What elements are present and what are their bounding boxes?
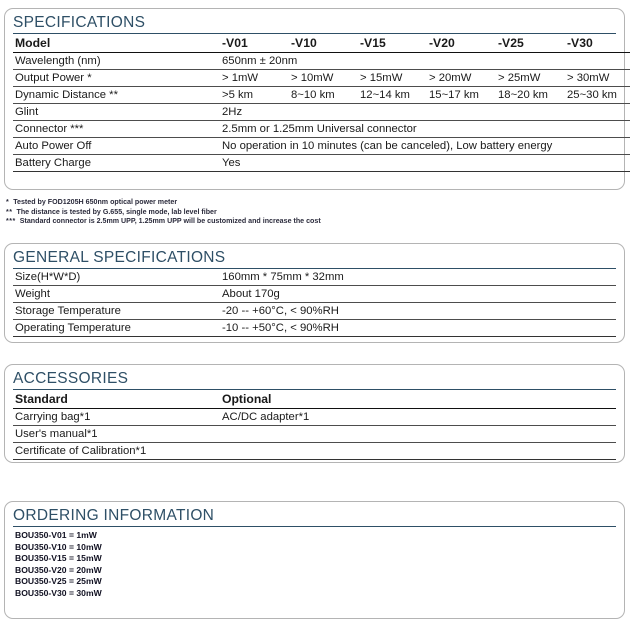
footnote-text: The distance is tested by G.655, single mode, lab level fiber [16,207,217,216]
footnote-3 [6,217,606,227]
row-value-v10: > 10mW [289,70,358,87]
table-row [13,104,630,121]
row-value-v25: 18~20 km [496,87,565,104]
footnote-mark: *** [6,217,16,226]
standard-item: User's manual*1 [13,426,220,443]
row-label: Wavelength (nm) [13,53,220,70]
list-item: BOU350-V10 = 10mW [15,541,102,552]
row-value-v20: > 20mW [427,70,496,87]
header-model-v10: -V10 [289,34,358,53]
footnote-mark: ** [6,207,13,216]
table-row [13,138,630,155]
row-value-v25: > 25mW [496,70,565,87]
row-value-v10: 8~10 km [289,87,358,104]
row-value: 2Hz [220,104,630,121]
specifications-title: SPECIFICATIONS [13,14,616,34]
table-row [13,303,616,320]
ordering-list [13,530,616,600]
footnote-text: Standard connector is 2.5mm UPP, 1.25mm UPP will be customized and increase the cost [19,217,321,226]
row-label: Storage Temperature [13,303,220,320]
table-row [13,286,616,303]
row-value: 2.5mm or 1.25mm Universal connector [220,121,630,138]
header-model-v25: -V25 [496,34,565,53]
table-row [13,121,630,138]
table-header-row [13,34,630,53]
footnote-mark: * [6,198,10,206]
accessories-table [13,390,616,460]
list-item: BOU350-V15 = 15mW [15,553,102,564]
header-optional: Optional [220,390,616,409]
row-value-v30: 25~30 km [565,87,630,104]
standard-item: Carrying bag*1 [13,409,220,426]
row-value: 650nm ± 20nm [220,53,630,70]
row-label: Battery Charge [13,155,220,172]
general-specifications-table [13,269,616,337]
row-value-v30: > 30mW [565,70,630,87]
table-row [13,409,616,426]
footnote-1 [6,198,606,208]
row-value: Yes [220,155,630,172]
table-row [13,426,616,443]
row-value: No operation in 10 minutes (can be canceled), Low battery energy [220,138,630,155]
specifications-table [13,34,630,172]
list-item: BOU350-V30 = 30mW [15,587,102,598]
table-row [13,269,616,286]
row-value: About 170g [220,286,616,303]
table-row [13,87,630,104]
header-model-v20: -V20 [427,34,496,53]
ordering-information-title: ORDERING INFORMATION [13,507,616,527]
row-label: Operating Temperature [13,320,220,337]
row-label: Connector *** [13,121,220,138]
optional-item [220,443,616,460]
row-label: Dynamic Distance ** [13,87,220,104]
header-standard: Standard [13,390,220,409]
row-value: -20 -- +60°C, < 90%RH [220,303,616,320]
header-model-v30: -V30 [565,34,630,53]
list-item: BOU350-V20 = 20mW [15,564,102,575]
row-label: Size(H*W*D) [13,269,220,286]
table-row [13,320,616,337]
row-label: Weight [13,286,220,303]
row-value-v15: > 15mW [358,70,427,87]
header-model-label: Model [13,34,220,53]
header-model-v01: -V01 [220,34,289,53]
row-value-v20: 15~17 km [427,87,496,104]
row-label: Output Power * [13,70,220,87]
row-value: -10 -- +50°C, < 90%RH [220,320,616,337]
accessories-panel [4,364,625,463]
table-row [13,70,630,87]
ordering-information-panel [4,501,625,619]
accessories-title: ACCESSORIES [13,370,616,390]
table-row [13,53,630,70]
row-value-v01: >5 km [220,87,289,104]
optional-item: AC/DC adapter*1 [220,409,616,426]
table-row [13,155,630,172]
list-item: BOU350-V01 = 1mW [15,530,97,540]
row-value-v01: > 1mW [220,70,289,87]
row-value-v15: 12~14 km [358,87,427,104]
footnote-text: Tested by FOD1205H 650nm optical power meter [13,198,178,206]
footnotes-block [6,198,606,227]
header-model-v15: -V15 [358,34,427,53]
optional-item [220,426,616,443]
specifications-panel [4,8,625,190]
list-item: BOU350-V25 = 25mW [15,576,102,587]
row-label: Auto Power Off [13,138,220,155]
row-value: 160mm * 75mm * 32mm [220,269,616,286]
general-specifications-title: GENERAL SPECIFICATIONS [13,249,616,269]
general-specifications-panel [4,243,625,343]
footnote-2 [6,208,606,218]
standard-item: Certificate of Calibration*1 [13,443,220,460]
table-row [13,443,616,460]
row-label: Glint [13,104,220,121]
table-header-row [13,390,616,409]
